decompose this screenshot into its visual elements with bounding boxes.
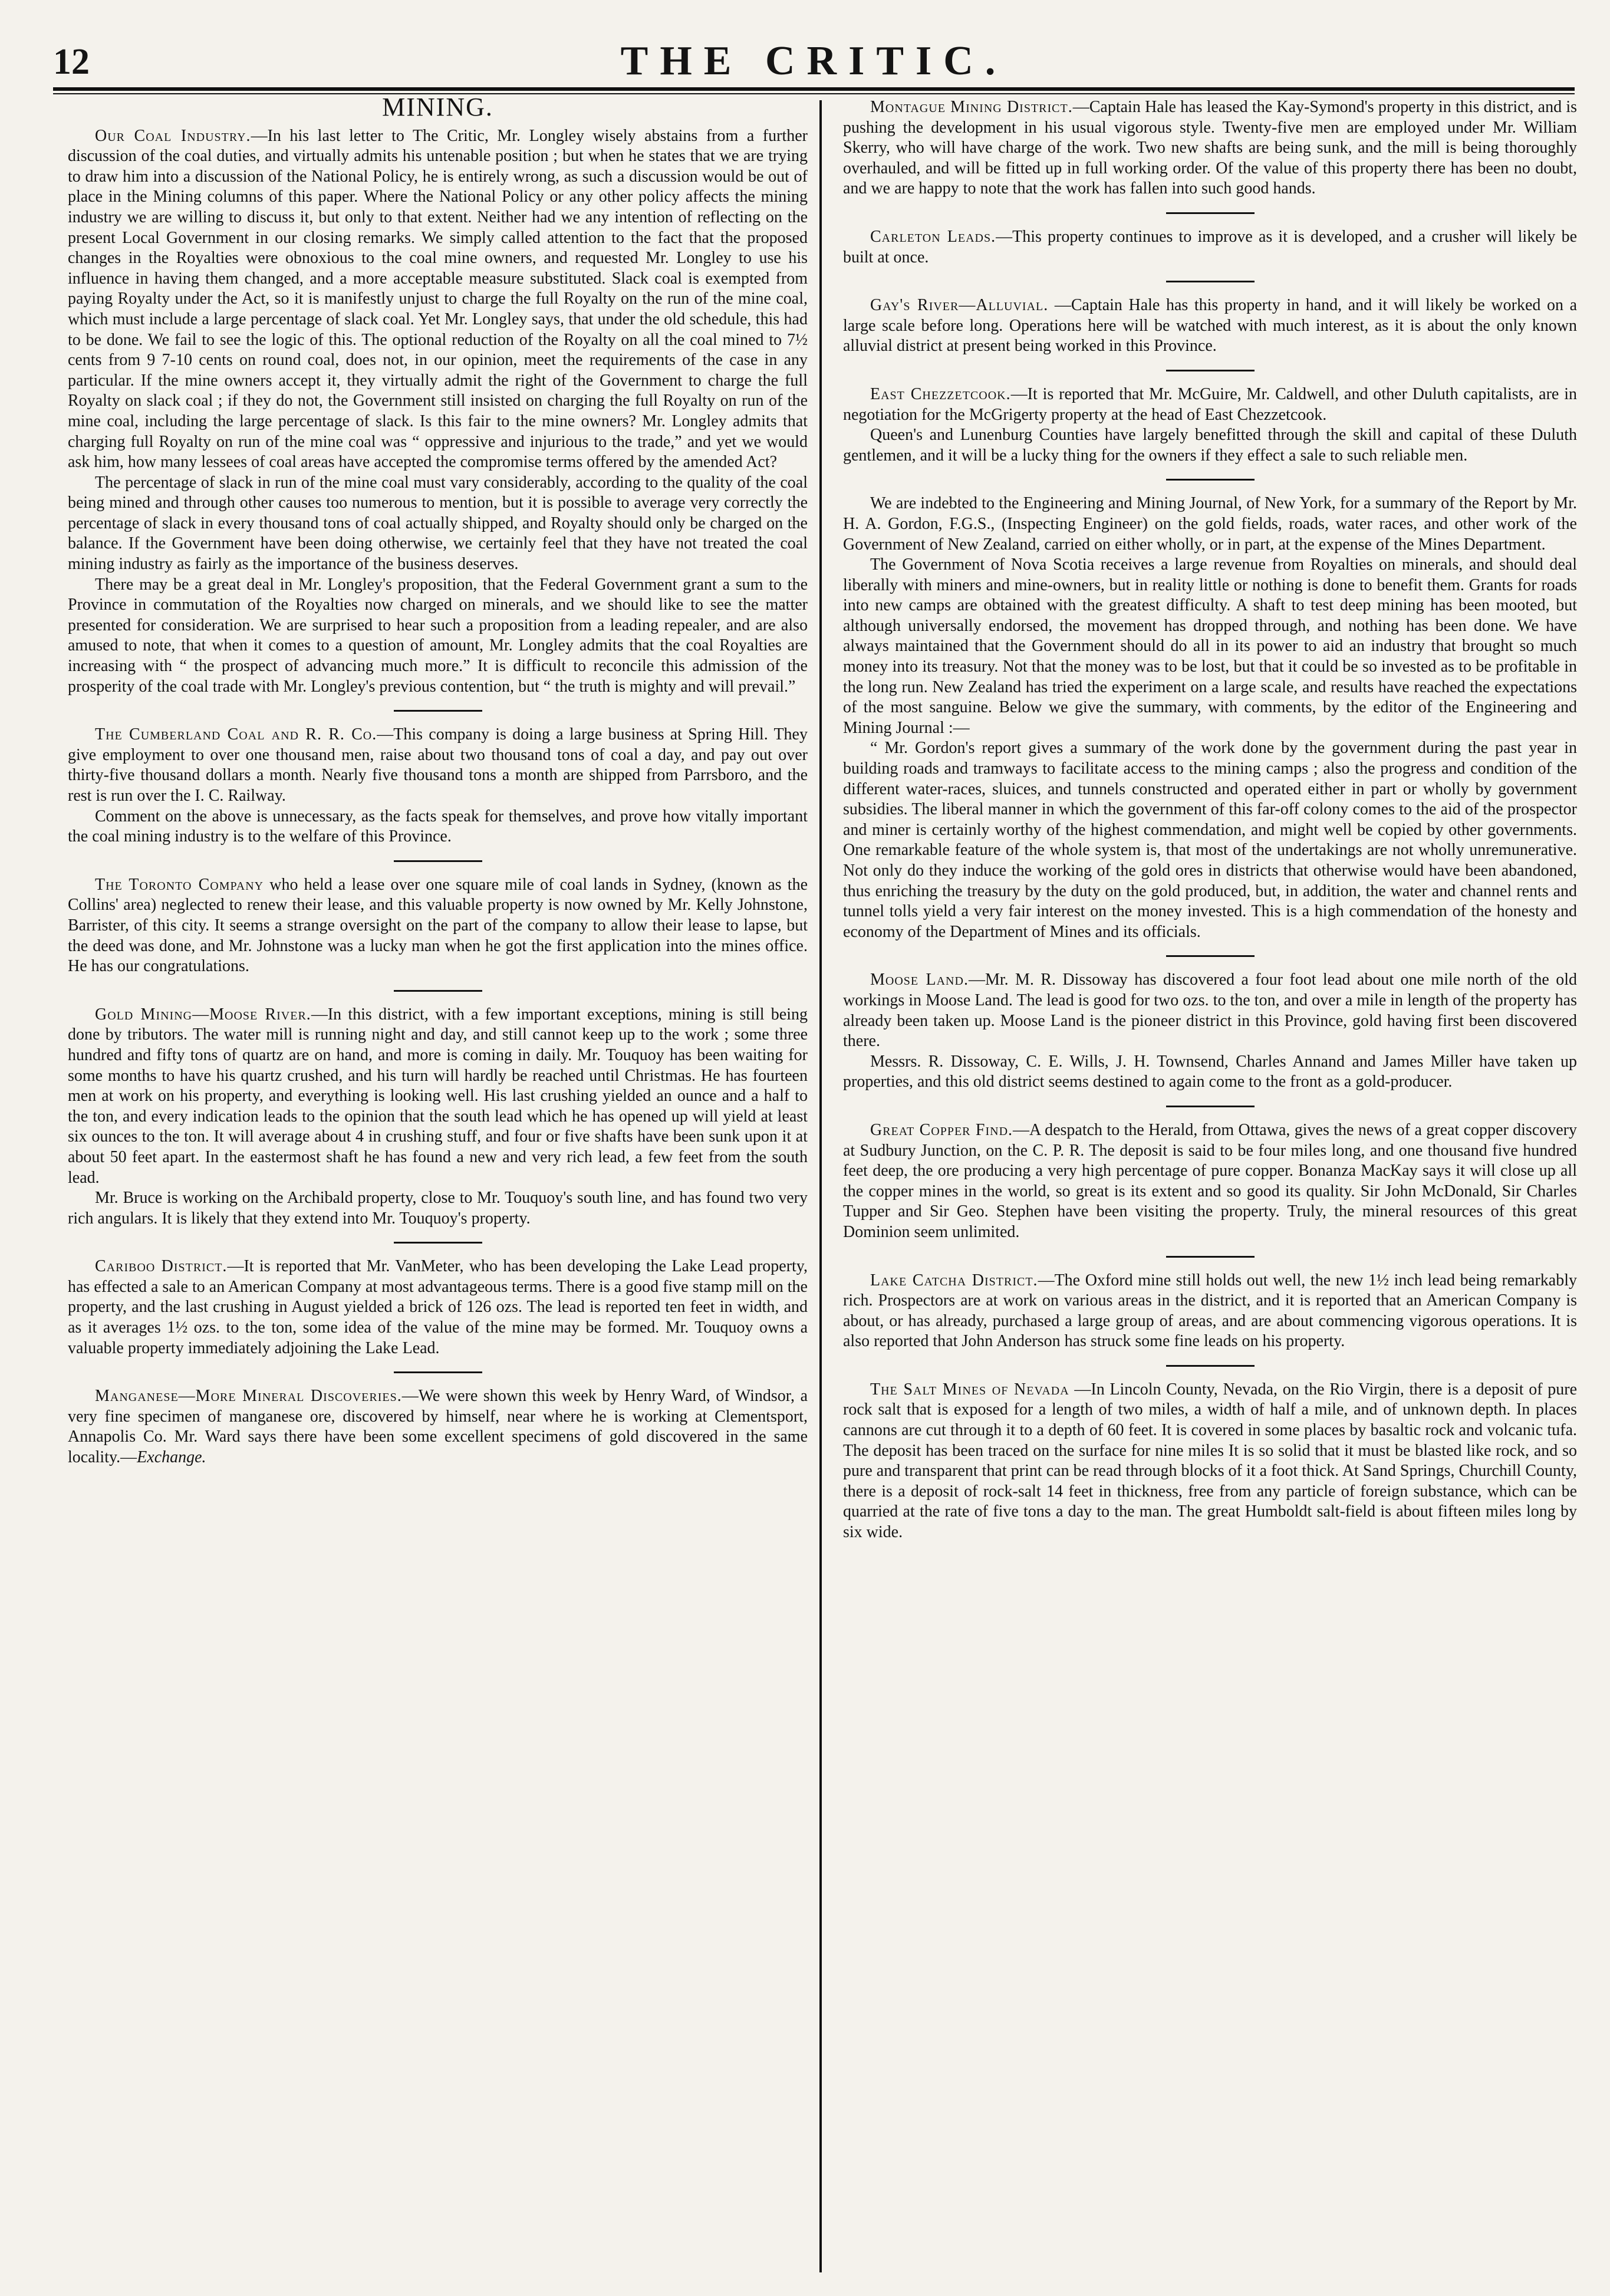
article-paragraph (843, 384, 1577, 425)
article-lead: Montague Mining District. (870, 98, 1073, 116)
paragraph-text: —Captain Hale has this property in hand, and it will likely be worked on a large scale before long. Operations here will be watched with much interest, as it is about the only known alluvial district at present being worked in this Province. (843, 296, 1577, 356)
article (843, 295, 1577, 357)
paragraph-text: —Captain Hale has leased the Kay-Symond's property in this district, and is pushing the development in his usual vigorous style. Twenty-five men are employed under Mr. William Skerry, who will have charge of the work. Two new shafts are being sunk, and the mill is being thoroughly overhauled, and will be fitted up in full working order. Of the value of this property there has been no doubt, and we are happy to note that the work has fallen into such good hands. (843, 98, 1577, 198)
article-separator (394, 990, 482, 992)
article-separator (1166, 479, 1255, 481)
article-paragraph (68, 1188, 808, 1229)
article-separator (1166, 1106, 1255, 1107)
article (843, 1120, 1577, 1243)
right-column (843, 97, 1577, 1543)
article-lead: Cariboo District. (95, 1257, 228, 1276)
article-separator (1166, 281, 1255, 282)
article (68, 126, 808, 698)
article-separator (394, 860, 482, 862)
section-title: MINING. (382, 93, 493, 121)
paragraph-text: Queen's and Lunenburg Counties have largely benefitted through the skill and capital of these Duluth gentlemen, and it will be a lucky thing for the owners if they effect a sale to such reliable men. (843, 426, 1577, 465)
article (843, 494, 1577, 942)
article-lead: Lake Catcha District. (870, 1271, 1038, 1290)
paragraph-text: —It is reported that Mr. McGuire, Mr. Caldwell, and other Duluth capitalists, are in negotiation for the McGrigerty property at the head of East Chezzetcook. (843, 384, 1577, 424)
article-paragraph (843, 1120, 1577, 1243)
paragraph-text: who held a lease over one square mile of coal lands in Sydney, (known as the Collins' area) neglected to renew their lease, and this valuable property is now owned by Mr. Kelly Johnstone, Barrister, of this city. It seems a strange oversight on the part of the company to allow their lease to lapse, but the deed was done, and Mr. Johnstone was a lucky man when he got the first application into the mines office. He has our congratulations. (68, 875, 808, 976)
article-lead: Great Copper Find. (870, 1120, 1013, 1139)
article-paragraph (843, 494, 1577, 555)
column-divider (819, 100, 822, 2272)
masthead: THE CRITIC. (620, 38, 1008, 84)
source-credit: Exchange. (137, 1448, 206, 1467)
paragraph-text: —In his last letter to The Critic, Mr. Longley wisely abstains from a further discussion of the coal duties, and virtually admits his untenable position ; but when he states that we are trying to draw him into a discussion of the National Policy, he is entirely wrong, as such a discussion would be out of place in the Mining columns of this paper. Where the National Policy or any other policy affects the mining industry we are willing to discuss it, but only to that extent. Neither had we any intention of reflecting on the present Local Government in our closing remarks. We simply called attention to the fact that the proposed changes in the Royalties were obnoxious to the coal mine owners, and requested Mr. Longley to use his influence in having them changed, and a more acceptable measure substituted. Slack coal is exempted from paying Royalty under the Act, so it is manifestly unjust to charge the full Royalty on the run of the mine coal, which must include a large percentage of slack coal. Yet Mr. Longley says, that under the old schedule, this had to be done. We fail to see the logic of this. The optional reduction of the Royalty on all the coal mined to 7½ cents from 9 7-10 cents on round coal, does not, in our opinion, meet the requirements of the case in any particular. If the mine owners accept it, they virtually admit the right of the Government to charge the full Royalty on slack coal ; if they do not, the Government still insisted on charging the full Royalty on run of the mine coal, including the large percentage of slack. Is this fair to the mine owners? Mr. Longley admits that charging full Royalty on run of the mine coal was “ oppressive and injurious to the trade,” and yet we would ask him, how many lessees of coal areas have accepted the compromise terms offered by the amended Act? (68, 126, 808, 472)
article-separator (394, 1371, 482, 1373)
article (68, 875, 808, 977)
paragraph-text: —It is reported that Mr. VanMeter, who has been developing the Lake Lead property, has effected a sale to an American Company at most advantageous terms. There is a good five stamp mill on the property, and the last crushing in August yielded a brick of 126 ozs. The lead is reported ten feet in width, and as it averages 1½ ozs. to the ton, some idea of the value of the mine may be formed. Mr. Touquoy owns a valuable property immediately adjoining the Lake Lead. (68, 1257, 808, 1357)
article-paragraph (68, 875, 808, 977)
article-paragraph (843, 227, 1577, 268)
left-articles (68, 126, 808, 1468)
article-paragraph (68, 1005, 808, 1188)
article-lead: Gold Mining—Moose River. (95, 1005, 311, 1024)
paragraph-text: —Mr. M. R. Dissoway has discovered a four foot lead about one mile north of the old workings in Moose Land. The lead is good for two ozs. to the ton, and over a mile in length of the property has already been taken up. Moose Land is the pioneer district in this Province, gold having first been discovered there. (843, 971, 1577, 1051)
paragraph-text: —This company is doing a large business at Spring Hill. They give employment to over one thousand men, raise about two thousand tons of coal a day, and pay out over thirty-five thousand dollars a month. Nearly five thousand tons a month are shipped from Parrsboro, and the rest is run over the I. C. Railway. (68, 725, 808, 805)
article-lead: Our Coal Industry. (95, 126, 251, 145)
article-lead: Carleton Leads. (870, 227, 996, 246)
paragraph-text: “ Mr. Gordon's report gives a summary of the work done by the government during the past year in building roads and tramways to facilitate access to the mining camps ; also the progress and condition of the different water-races, sluices, and tunnels constructed and operated either in part or wholly by government subsidies. The liberal manner in which the government of this far-off colony comes to the aid of the prospector and miner is certainly worthy of the highest commendation, and might well be copied by other governments. One remarkable feature of the whole system is, that most of the undertakings are not wholly unremunerative. Not only do they induce the working of the gold ores in districts that otherwise would have been abandoned, thus enriching the treasury by the duty on the gold produced, but, in addition, the water and channel rents and tunnel tolls yield a very fair interest on the money invested. This is a high commendation of the honesty and economy of the Department of Mines and its officials. (843, 739, 1577, 941)
paragraph-text: Messrs. R. Dissoway, C. E. Wills, J. H. Townsend, Charles Annand and James Miller have taken up properties, and this old district seems destined to again come to the front as a gold-producer. (843, 1052, 1577, 1091)
article-lead: Moose Land. (870, 971, 969, 989)
paragraph-text: —The Oxford mine still holds out well, the new 1½ inch lead being remarkably rich. Prospectors are at work on various areas in the district, and it is reported that an American Company is about, or has already, purchased a large group of areas, and are about commencing vigorous operations. It is also reported that John Anderson has struck some fine leads on his property. (843, 1271, 1577, 1351)
article (68, 725, 808, 847)
article-paragraph (843, 1052, 1577, 1093)
article (843, 1380, 1577, 1543)
paragraph-text: The percentage of slack in run of the mine coal must vary considerably, according to the quality of the coal being mined and through other causes too numerous to mention, but it is possible to average very correctly the percentage of slack in every thousand tons of coal actually shipped, and Royalty should only be charged on the balance. If the Government have been doing otherwise, we certainly feel that they have not treated the coal mining industry as fairly as the importance of the business deserves. (68, 473, 808, 574)
article-paragraph (843, 555, 1577, 738)
paragraph-text: The Government of Nova Scotia receives a large revenue from Royalties on minerals, and should deal liberally with miners and mine-owners, but in reality little or nothing is done to benefit them. Grants for roads into new camps are obtained with the greatest difficulty. A shaft to test deep mining has been mooted, but although universally endorsed, the movement has dropped through, and nothing has been done. We have always maintained that the Government should do all in its power to aid an industry that brought so much money into its treasury. Not that the money was to be lost, but that it could be so invested as to be profitable in the long run. New Zealand has tried the experiment on a large scale, and results have reached the expectations of the most sanguine. Below we give the summary, with comments, by the editor of the Engineering and Mining Journal :— (843, 555, 1577, 737)
article-lead: East Chezzetcook. (870, 384, 1011, 403)
article-paragraph (843, 970, 1577, 1051)
header-rule (53, 87, 1575, 94)
article-paragraph (68, 473, 808, 575)
page-header (53, 29, 1575, 88)
article-paragraph (68, 725, 808, 806)
paragraph-text: Comment on the above is unnecessary, as the facts speak for themselves, and prove how vitally important the coal mining industry is to the welfare of this Province. (68, 807, 808, 846)
paragraph-text: —A despatch to the Herald, from Ottawa, gives the news of a great copper discovery at Sudbury Junction, on the C. P. R. The deposit is said to be four miles long, and one thousand five hundred feet deep, the ore producing a very high percentage of pure copper. Bonanza MacKay says it will close up all the copper mines in the world, so great is its extent and so good its quality. Sir John McDonald, Sir Charles Tupper and Sir Geo. Stephen have been visiting the property. Truly, the mineral resources of this great Dominion seem unlimited. (843, 1120, 1578, 1241)
article-paragraph (843, 738, 1577, 942)
article-paragraph (843, 295, 1577, 357)
article-separator (1166, 1365, 1255, 1367)
article-paragraph (68, 126, 808, 473)
article-lead: The Cumberland Coal and R. R. Co. (95, 725, 377, 744)
article (843, 227, 1577, 268)
article-lead: The Toronto Company (95, 875, 264, 894)
paragraph-text: We are indebted to the Engineering and Mining Journal, of New York, for a summary of the Report by Mr. H. A. Gordon, F.G.S., (Inspecting Engineer) on the gold fields, roads, water races, and other work of the Government of New Zealand, carried on either wholly, or in part, at the expense of the Mines Department. (843, 494, 1577, 554)
article-paragraph (68, 1256, 808, 1358)
article-paragraph (68, 807, 808, 847)
article (843, 384, 1577, 466)
article-separator (1166, 370, 1255, 371)
article-paragraph (843, 97, 1577, 199)
article-paragraph (843, 425, 1577, 466)
article (843, 97, 1577, 199)
article-lead: Manganese—More Mineral Discoveries. (95, 1387, 402, 1406)
article (843, 970, 1577, 1093)
article (68, 1256, 808, 1358)
article (843, 1271, 1577, 1352)
paragraph-text: —In Lincoln County, Nevada, on the Rio Virgin, there is a deposit of pure rock salt that is exposed for a length of two miles, a width of half a mile, and of unknown depth. In places cannons are cut through it to a depth of 60 feet. It is covered in some places by basaltic rock and volcanic tufa. The deposit has been traced on the surface for nine miles It is so solid that it must be blasted like rock, and so pure and transparent that print can be read through blocks of it a foot thick. At Sand Springs, Churchill County, there is a deposit of rock-salt 14 feet in thickness, free from any particle of foreign substance, which can be quarried at the rate of five tons a day to the man. The great Humboldt salt-field is about fifteen miles long by six wide. (843, 1380, 1577, 1542)
article-paragraph (843, 1271, 1577, 1352)
article-separator (394, 1242, 482, 1244)
article-paragraph (843, 1380, 1577, 1543)
paragraph-text: —We were shown this week by Henry Ward, of Windsor, a very fine specimen of manganese ore, discovered by himself, near where he is working at Clementsport, Annapolis Co. Mr. Ward says there have been some excellent specimens of gold discovered in the same locality.— (68, 1387, 808, 1467)
paragraph-text: —In this district, with a few important exceptions, mining is still being done by tributors. The water mill is running night and day, and still cannot keep up to the work ; some three hundred and fifty tons of quartz are on hand, and more is coming in daily. Mr. Touquoy has been waiting for some months to have his quartz crushed, and his turn will hardly be reached until Christmas. He has fourteen men at work on his property, and everything is looking well. His last crushing yielded an ounce and a half to the ton, and every indication leads to the opinion that the south lead which he has opened up will yield at least six ounces to the ton. It will average about 4 in crushing stuff, and four or five shafts have been sunk upon it at about 50 feet apart. In the eastermost shaft he has found a new and very rich lead, a few feet from the south lead. (68, 1005, 808, 1187)
article-separator (1166, 1256, 1255, 1258)
article-separator (394, 710, 482, 712)
paragraph-text: Mr. Bruce is working on the Archibald property, close to Mr. Touquoy's south line, and has found two very rich angulars. It is likely that they extend into Mr. Touquoy's property. (68, 1189, 808, 1228)
article-paragraph (68, 575, 808, 698)
article-separator (1166, 955, 1255, 957)
paragraph-text: There may be a great deal in Mr. Longley's proposition, that the Federal Government grant a sum to the Province in commutation of the Royalties now charged on minerals, and we should like to see the matter presented for consideration. We are surprised to hear such a proposition from a leading repealer, and are also amused to note, that when it comes to a question of amount, Mr. Longley admits that the coal Royalties are increasing with “ the prospect of advancing much more.” It is difficult to reconcile this admission of the prosperity of the coal trade with Mr. Longley's previous contention, but “ the truth is mighty and will prevail.” (68, 575, 808, 696)
paragraph-text: —This property continues to improve as it is developed, and a crusher will likely be built at once. (843, 227, 1577, 267)
right-articles (843, 97, 1577, 1543)
article-lead: The Salt Mines of Nevada (870, 1380, 1069, 1399)
page-number: 12 (53, 42, 90, 82)
left-column (68, 93, 808, 1468)
article-lead: Gay's River—Alluvial. (870, 296, 1049, 315)
article (68, 1005, 808, 1229)
article-separator (1166, 212, 1255, 214)
article-paragraph (68, 1386, 808, 1468)
article (68, 1386, 808, 1468)
